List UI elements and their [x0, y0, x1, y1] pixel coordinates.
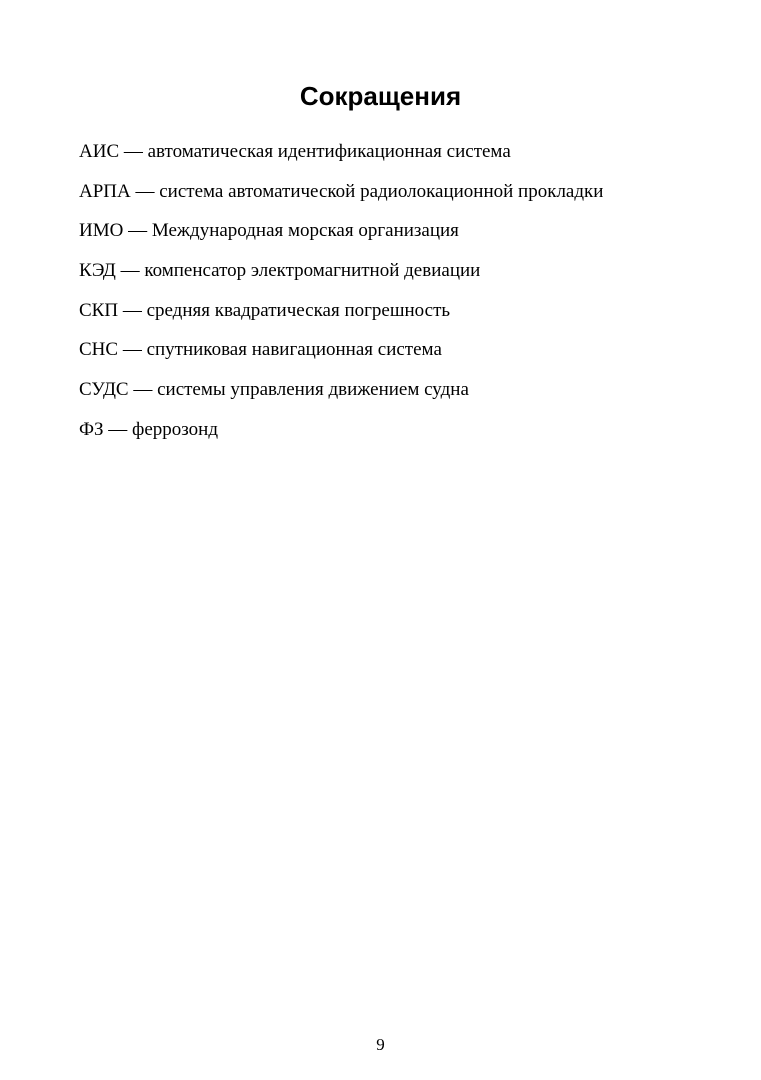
abbreviation-entry: АИС — автоматическая идентификационная система	[79, 141, 511, 162]
abbreviation-entry: ИМО — Международная морская организация	[79, 220, 459, 242]
abbreviation-entry: СУДС — системы управления движением судна	[79, 379, 469, 401]
abbreviations-list	[79, 139, 719, 457]
abbreviation-entry: СНС — спутниковая навигационная система	[79, 339, 442, 361]
page-title: Сокращения	[299, 81, 462, 111]
abbreviation-entry: ФЗ — феррозонд	[79, 418, 219, 440]
abbreviation-entry: СКП — средняя квадратическая погрешность	[79, 299, 451, 321]
page-number: 9	[376, 1035, 385, 1054]
abbreviation-entry: АРПА — система автоматической радиолокационной прокладки	[79, 180, 604, 202]
abbreviation-entry: КЭД — компенсатор электромагнитной девиации	[79, 260, 481, 282]
